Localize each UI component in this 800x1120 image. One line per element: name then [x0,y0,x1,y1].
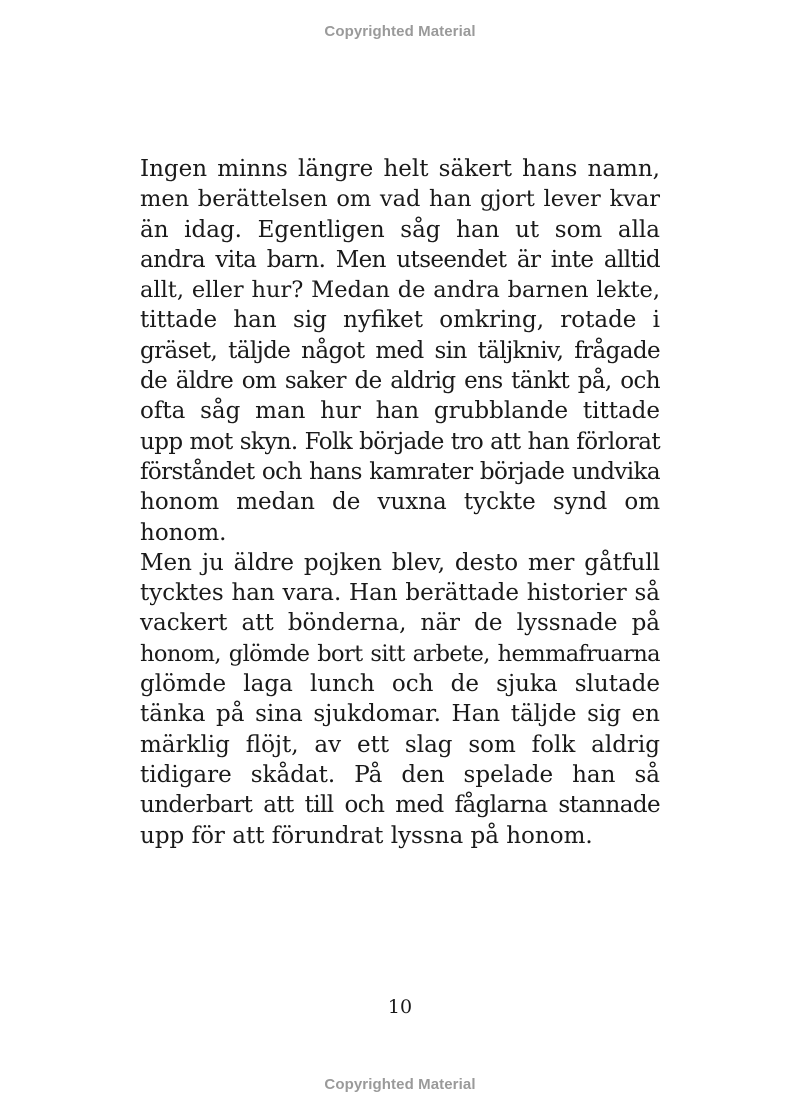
page-number: 10 [387,996,413,1018]
text-line: vackert att bönderna, när de lyssnade på [140,610,660,637]
text-line: allt, eller hur? Medan de andra barnen lekte, [140,277,660,304]
text-line: gräset, täljde något med sin täljkniv, frågade [140,337,660,364]
paragraph [140,548,660,851]
copyright-watermark-top: Copyrighted Material [324,23,476,40]
text-line: förståndet och hans kamrater började undvika [140,458,660,485]
text-line: underbart att till och med fåglarna stannade [140,792,660,819]
text-line: tänka på sina sjukdomar. Han täljde sig en [140,701,660,728]
text-line: än idag. Egentligen såg han ut som alla [140,216,660,243]
body-text [140,154,660,851]
text-line: tidigare skådat. På den spelade han så [140,761,660,788]
text-line: upp mot skyn. Folk började tro att han förlorat [140,428,660,455]
text-line: men berättelsen om vad han gjort lever kvar [140,186,660,213]
text-line: Men ju äldre pojken blev, desto mer gåtfull [140,549,660,576]
paragraph [140,154,660,548]
text-line: märklig flöjt, av ett slag som folk aldrig [140,731,660,758]
text-line: ofta såg man hur han grubblande tittade [140,398,660,425]
text-line: de äldre om saker de aldrig ens tänkt på, och [140,368,660,395]
text-line: honom medan de vuxna tyckte synd om [140,489,660,516]
text-line: tycktes han vara. Han berättade historier så [140,580,660,607]
text-line: honom. [140,519,227,546]
copyright-watermark-bottom: Copyrighted Material [324,1076,476,1093]
text-line: andra vita barn. Men utseendet är inte alltid [140,246,660,273]
text-line: tittade han sig nyfiket omkring, rotade i [140,307,660,334]
text-line: upp för att förundrat lyssna på honom. [140,822,593,849]
text-line: Ingen minns längre helt säkert hans namn, [140,156,660,182]
text-line: glömde laga lunch och de sjuka slutade [140,671,660,698]
text-line: honom, glömde bort sitt arbete, hemmafruarna [140,640,660,667]
